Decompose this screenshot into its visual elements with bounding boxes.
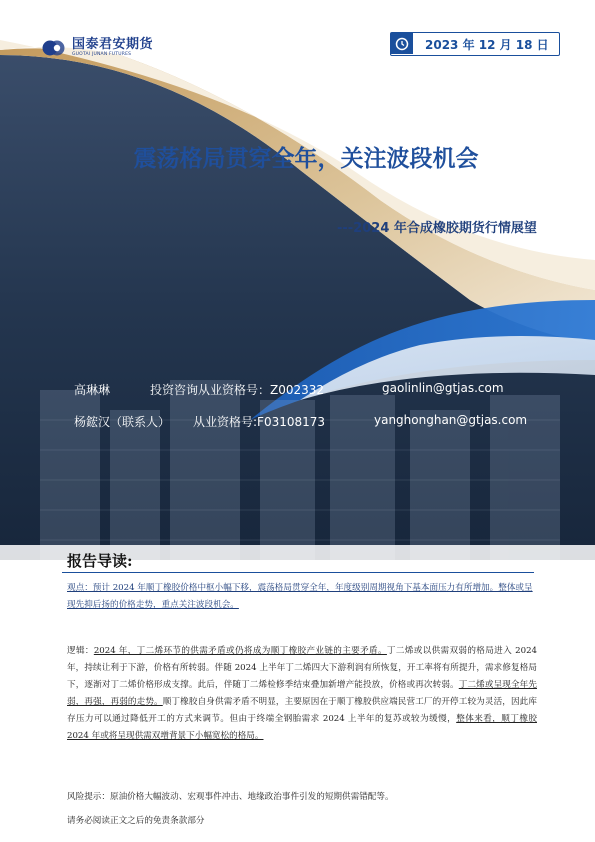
author-license: 从业资格号:F03108173	[193, 415, 326, 429]
author-name: 高琳琳	[74, 383, 111, 397]
logic-text: 丁二烯或以供需双弱的格局进入 2024 年，持续让利于下游，价格有所转弱。伴随 2024 上半年丁二烯四大下游利润有所恢复，开工率将有所提升，需求修复格局下，逐渐对丁二烯价格形成支撑。此后，伴随丁二烯检修季结束叠加新增产能投放，价格或再次转弱。	[67, 646, 537, 690]
risk-warning: 风险提示：原油价格大幅波动、宏观事件冲击、地缘政治事件引发的短期供需错配等。	[67, 792, 394, 802]
logo-mark-icon	[42, 38, 66, 58]
author-license: 投资咨询从业资格号：Z002332	[150, 383, 325, 397]
viewpoint-paragraph: 观点：预计 2024 年顺丁橡胶价格中枢小幅下移，震荡格局贯穿全年，年度级别周期视角下基本面压力有所增加。整体或呈现先抑后扬的价格走势，重点关注波段机会。	[67, 583, 533, 610]
disclaimer-note: 请务必阅读正文之后的免责条款部分	[67, 816, 205, 826]
report-date-box	[390, 32, 560, 56]
logo-english-name: GUOTAI JUNAN FUTURES	[72, 52, 132, 58]
logic-key-point: 丁二烯或呈现全年先弱，再强，再弱的走势。	[67, 680, 537, 707]
logo-text	[72, 38, 153, 58]
report-title: 震荡格局贯穿全年，关注波段机会	[133, 146, 479, 172]
author-name: 杨鋐汉（联系人）	[74, 415, 171, 429]
logic-text: 顺丁橡胶自身供需矛盾不明显，主要原因在于顺丁橡胶供应端民营工厂的开停工较为灵活，因此库存压力可以通过降低开工的方式来调节。但由于终端全钢胎需求 2024 上半年的复苏或较为缓慢，	[67, 697, 537, 724]
logo-chinese-name: 国泰君安期货	[72, 37, 154, 53]
logic-conclusion: 整体来看，顺丁橡胶 2024 年或将呈现供需双增背景下小幅宽松的格局。	[67, 714, 537, 741]
report-date: 2023 年 12 月 18 日	[425, 38, 549, 52]
logic-key-point: 2024 年，丁二烯环节的供需矛盾或仍将成为顺丁橡胶产业链的主要矛盾。	[93, 646, 387, 656]
logic-label: 逻辑：	[67, 646, 94, 656]
company-logo	[42, 38, 153, 58]
logic-paragraph	[67, 643, 537, 745]
author-email[interactable]: gaolinlin@gtjas.com	[382, 381, 504, 395]
clock-icon	[391, 33, 413, 54]
report-subtitle: ---2024 年合成橡胶期货行情展望	[337, 221, 537, 236]
author-email[interactable]: yanghonghan@gtjas.com	[374, 413, 528, 427]
report-guide-heading: 报告导读:	[67, 552, 133, 570]
section-divider	[62, 572, 534, 573]
